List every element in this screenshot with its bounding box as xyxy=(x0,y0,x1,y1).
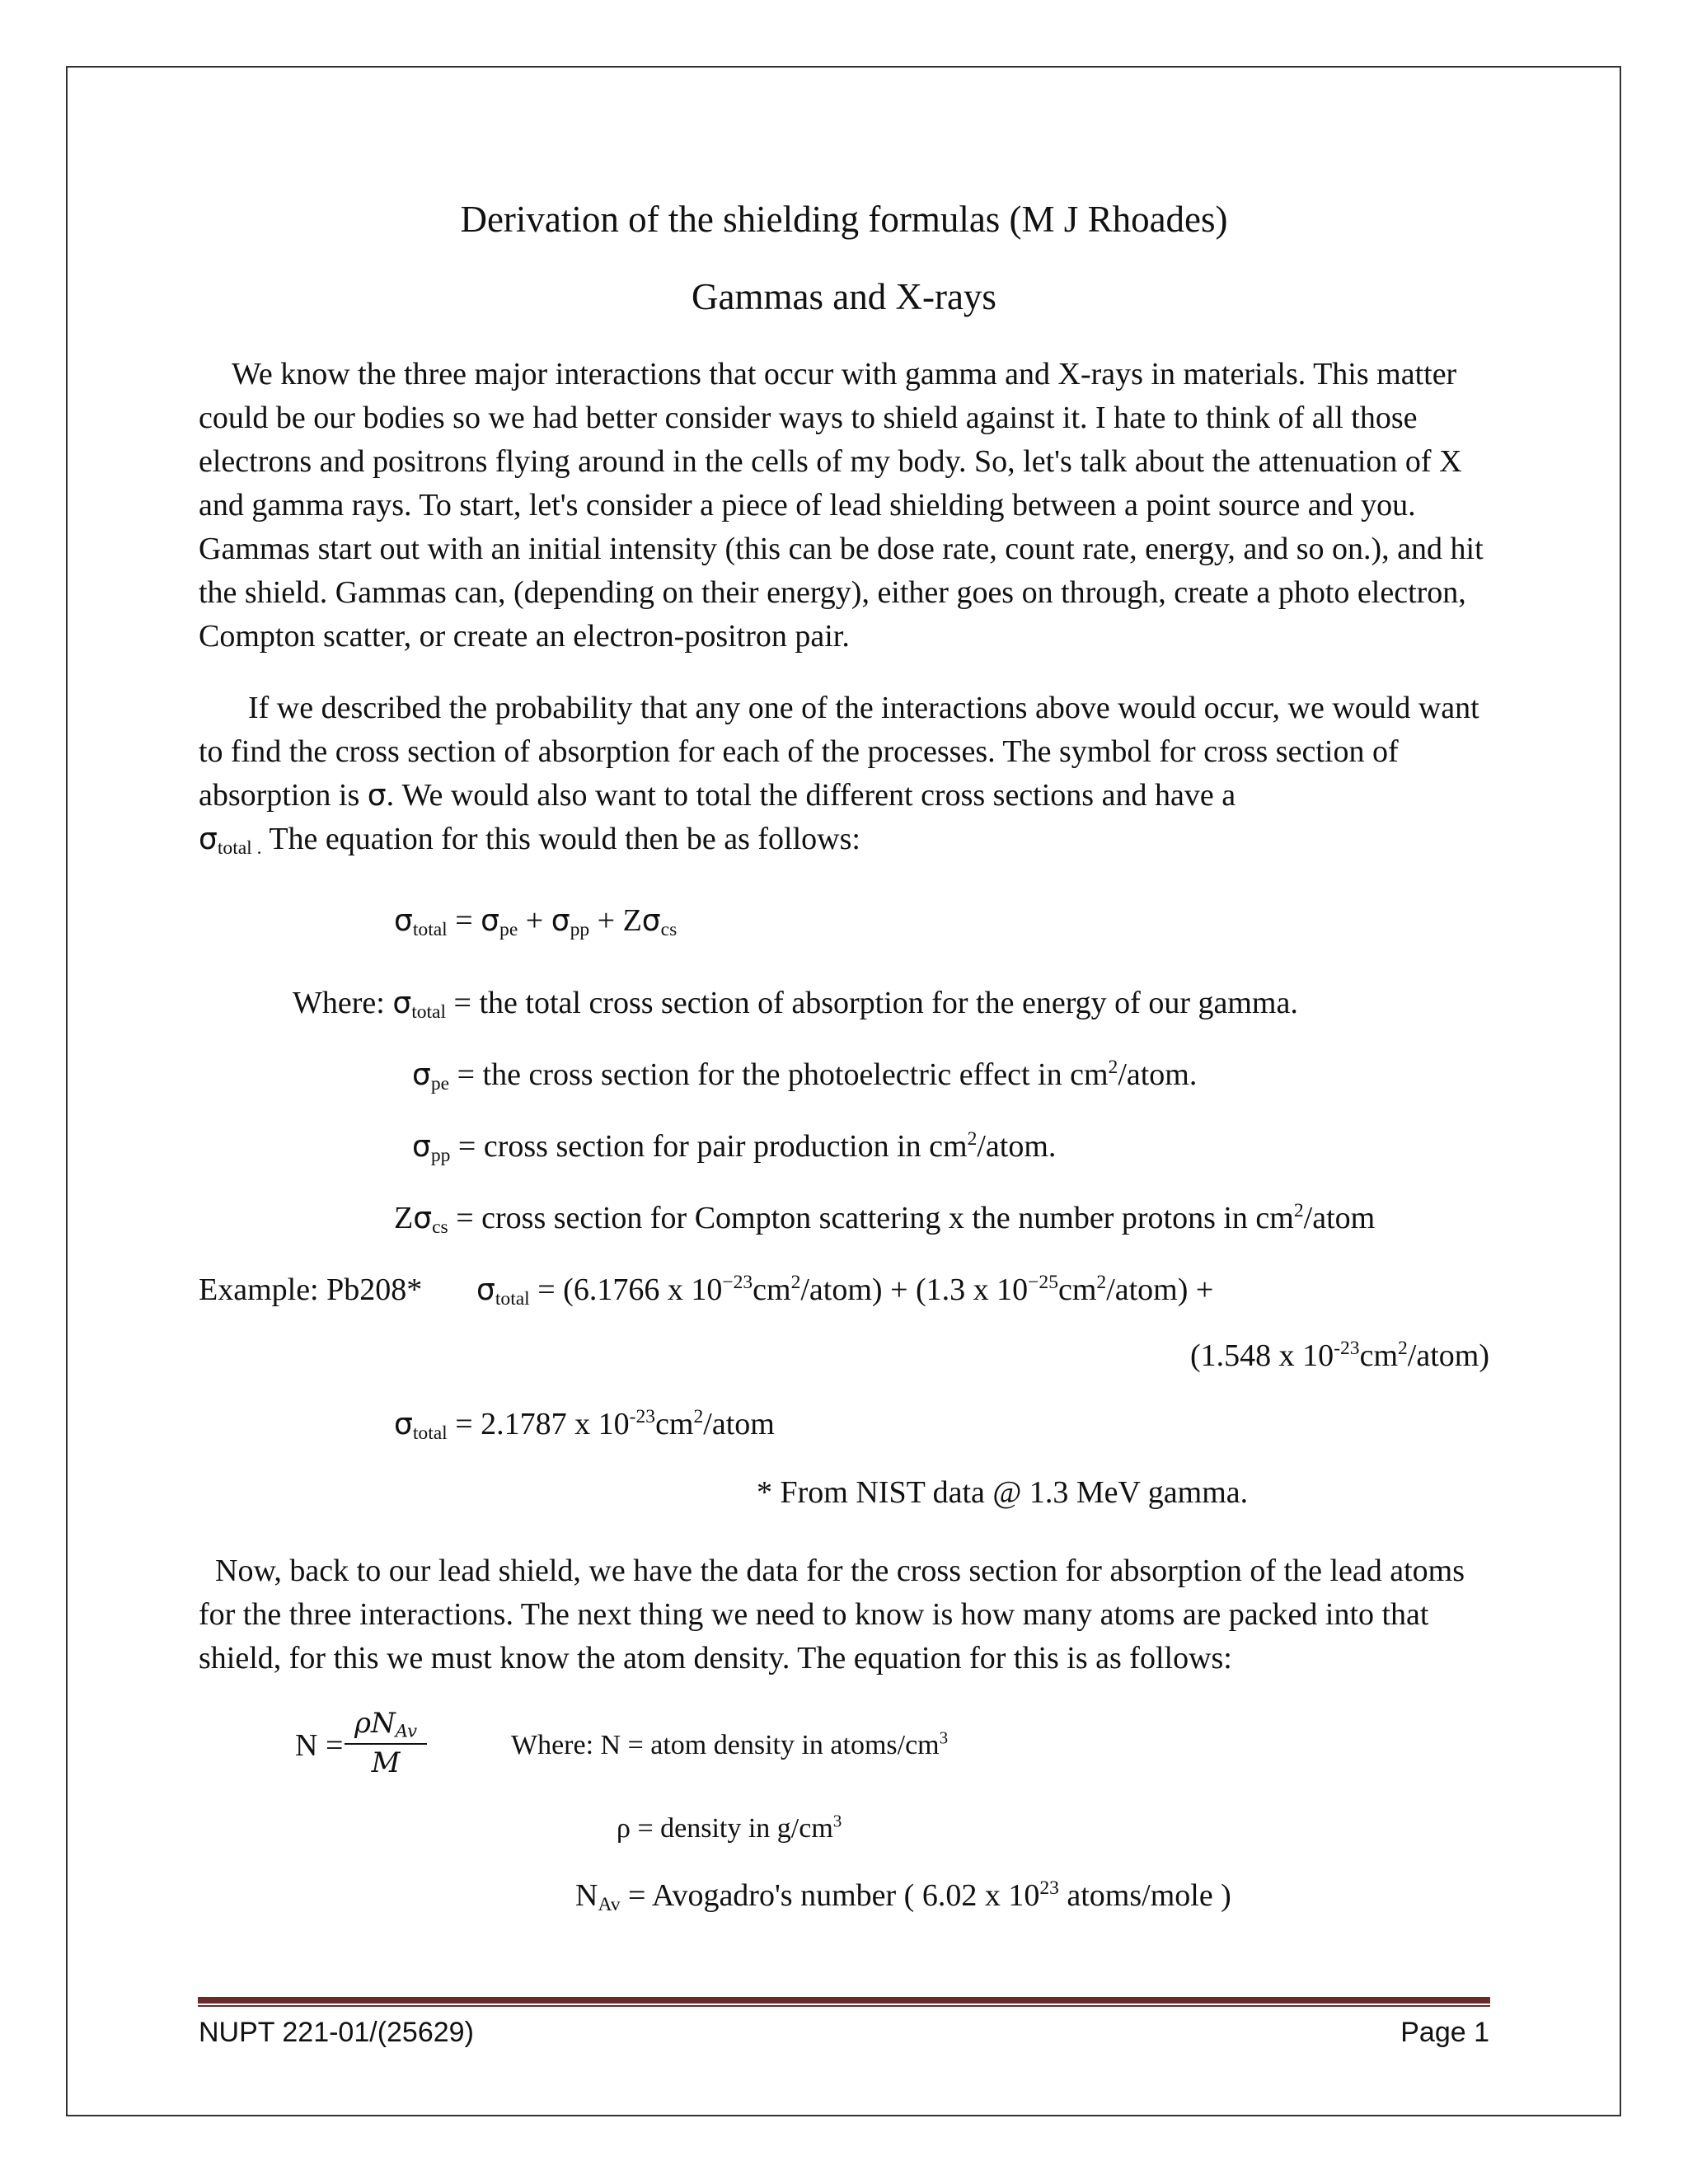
definition-sigma-total: Where: $\sigma_{total}$ = the total cross section of absorption for the energy of our gamma. xyxy=(293,986,1298,1023)
footer-page-number: Page 1 xyxy=(1400,2017,1489,2048)
equation-sigma-total: $\sigma_{total} = \sigma_{pe} + \sigma_{pp} + Z\sigma_{cs}$ xyxy=(394,903,678,940)
definition-atom-density: Where: N = atom density in atoms/$cm^3$ xyxy=(511,1727,949,1760)
example-result: $\sigma_{total} = 2.1787$ x $10^{-23}cm^2$/atom xyxy=(394,1405,775,1444)
example-equation-line1: $\sigma_{total} = (6.1766$ x $10^{-23}cm^2/atom) + (1.3$ x $10^{-25}cm^2/atom$) + xyxy=(476,1271,1214,1310)
page-subtitle: Gammas and X-rays xyxy=(692,276,996,317)
definition-rho: ρ = density in $g/cm^3$ xyxy=(617,1811,842,1844)
page-title: Derivation of the shielding formulas (M J Rhoades) xyxy=(460,199,1228,240)
example-footnote: * From NIST data @ 1.3 MeV gamma. xyxy=(757,1475,1249,1510)
paragraph-atom-density: Now, back to our lead shield, we have the data for the cross section for absorption of the lead atoms for the three interactions. The next thing we need to know is how many atoms are packed into that shield, for this we must know the atom density. The equation for this is as follows: xyxy=(199,1554,1465,1675)
density-lhs: N = xyxy=(295,1728,344,1763)
paragraph-cross-section: If we described the probability that any one of the interactions above would occur, we would want to find the cross section of absorption for each of the processes. The symbol for cross section of absorption is σ. We would also want to total the different cross sections and have a $\sigma_{total .}$ The equation for this would then be as follows: xyxy=(199,691,1479,859)
definition-sigma-cs: $Z\sigma_{cs}$ = cross section for Compton scattering x the number protons in $cm^2$/atom xyxy=(394,1199,1376,1238)
definition-avogadro: $N_{Av}$ = Avogadro's number ( 6.02 x $10^{23}$ atoms/mole ) xyxy=(575,1877,1231,1915)
paragraph-intro: We know the three major interactions that occur with gamma and X-rays in materials. This matter could be our bodies so we had better consider ways to shield against it. I hate to think of all those electrons and positrons flying around in the cells of my body. So, let's talk about the attenuation of X and gamma rays. To start, let's consider a piece of lead shielding between a point source and you. Gammas start out with an initial intensity (this can be dose rate, count rate, energy, and so on.), and hit the shield. Gammas can, (depending on their energy), either goes on through, create a photo electron, Compton scatter, or create an electron-positron pair. xyxy=(199,357,1484,654)
example-equation-line2: (1.548 x $10^{-23}cm^2/atom$) xyxy=(1190,1337,1489,1373)
footer-rule-thick xyxy=(198,1997,1490,2004)
fraction-denominator: M xyxy=(371,1746,401,1779)
sigma-symbol: σ xyxy=(367,778,387,813)
example-label: Example: Pb208* xyxy=(199,1272,423,1307)
definition-sigma-pp: $\sigma_{pp}$ = cross section for pair production in $cm^2$/atom. xyxy=(412,1127,1057,1166)
density-fraction xyxy=(345,1707,427,1779)
definition-sigma-pe: $\sigma_{pe}$ = the cross section for the photoelectric effect in $cm^2$/atom. xyxy=(412,1056,1198,1094)
footer-doc-id: NUPT 221-01/(25629) xyxy=(199,2017,474,2048)
footer-rule-thin xyxy=(198,2005,1490,2007)
fraction-numerator: $\rho N_{Av}$ xyxy=(345,1707,427,1745)
